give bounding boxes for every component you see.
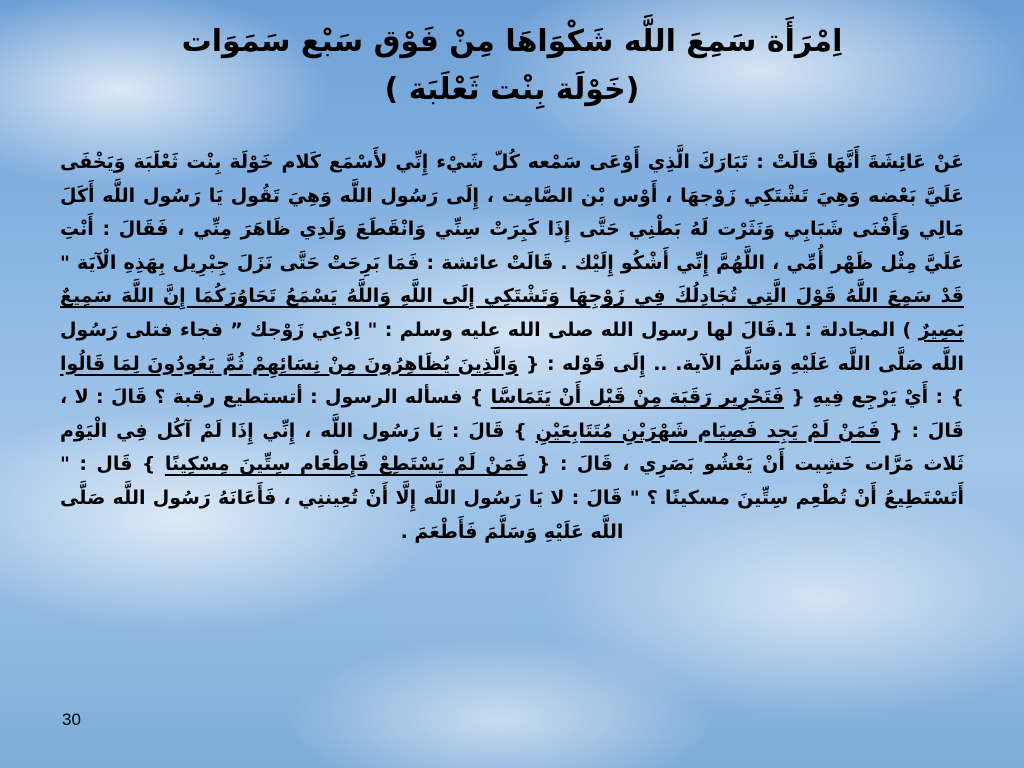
quran-verse: فَمَنْ لَمْ يَسْتَطِعْ فَإِطْعَام سِتِّينَ مِسْكِينًا (164, 453, 528, 476)
quran-verse: فَمَنْ لَمْ يَجِد فَصِيَام شَهْرَيْنِ مُتَتَابِعَيْنِ (535, 419, 881, 442)
slide-title (60, 18, 964, 114)
title-line-1: اِمْرَأَة سَمِعَ اللَّه شَكْوَاهَا مِنْ فَوْق سَبْع سَمَوَات (181, 24, 843, 59)
body-segment: } فسأله الرسول : أتستطيع رقبة ؟ قَالَ : لا ، قَالَ : { (60, 386, 964, 442)
quran-verse: قَدْ سَمِعَ اللَّهُ قَوْلَ الَّتِي تُجَادِلُكَ فِي زَوْجِهَا وَتَشْتَكِي إِلَى اللَّهِ وَاللَّهُ يَسْمَعُ تَحَاوُرَكُمَا إِنَّ اللَّهَ سَمِيعٌ بَصِيرٌ (60, 285, 964, 341)
quran-verse: وَالَّذِينَ يُظَاهِرُونَ مِنْ نِسَائِهِمْ ثُمَّ يَعُودُونَ لِمَا قَالُوا (60, 352, 519, 375)
body-segment: } : أَيْ يَرْجِع فِيهِ { (784, 386, 964, 409)
body-segment: ) المجادلة : 1.قَالَ لها رسول الله صلى الله عليه وسلم : " اِدْعِي زَوْجك ” فجاء فتلى رَسُول اللَّه صَلَّى اللَّه عَلَيْهِ وَسَلَّمَ الآية. .. إِلَى قَوْله : { (60, 318, 965, 375)
body-segment: } قَال : " أَتَسْتَطِيعُ أَنْ تُطْعِم سِتِّينَ مسكينًا ؟ " قَالَ : لا يَا رَسُول اللَّه إِلَّا أَنْ تُعِيننِي ، فَأَعَانَهُ رَسُول اللَّه صَلَّى اللَّه عَلَيْهِ وَسَلَّمَ فَأَطْعَمَ . (60, 453, 964, 543)
title-line-2: (خَوْلَة بِنْت ثَعْلَبَة ) (384, 72, 640, 107)
body-segment: } قَالَ : يَا رَسُول اللَّه ، إِنِّي إِذَا لَمْ آكُل فِي الْيَوْم ثَلاث مَرَّات خَشِيت أَنْ يَعْشُو بَصَرِي ، قَالَ : { (60, 419, 964, 476)
quran-verse: فَتَحْرِير رَقَبَة مِنْ قَبْل أَنْ يَتَمَاسَّا (490, 386, 785, 409)
body-segment: عَنْ عَائِشَةَ أَنَّهَا قَالَتْ : تَبَارَكَ الَّذِي أَوْعَى سَمْعه كُلّ شَيْء إِنِّي لأَسْمَع كَلام خَوْلَة بِنْت ثَعْلَبَة وَيَخْفَى عَلَيَّ بَعْضه وَهِيَ تَشْتَكِي زَوْجهَا ، أَوْس بْن الصَّامِت ، إِلَى رَسُول اللَّه وَهِيَ تَقُول يَا رَسُول اللَّه أَكَلَ مَالِي وَأَفْنَى شَبَابِي وَنَثَرْت لَهُ بَطْنِي حَتَّى إِذَا كَبِرَتْ سِنِّي وَانْقَطَعَ وَلَدِي ظَاهَرَ مِنِّي ، فَقَالَ : أَنْتِ عَلَيَّ مِثْل ظَهْر أُمِّي ، اللَّهُمَّ إِنِّي أَشْكُو إِلَيْك . قَالَتْ عائشة : فَمَا بَرِحَتْ حَتَّى نَزَلَ جِبْرِيل بِهَذِهِ الْآيَة " (60, 151, 964, 274)
slide-body (60, 146, 964, 549)
slide-number: 30 (62, 710, 81, 729)
